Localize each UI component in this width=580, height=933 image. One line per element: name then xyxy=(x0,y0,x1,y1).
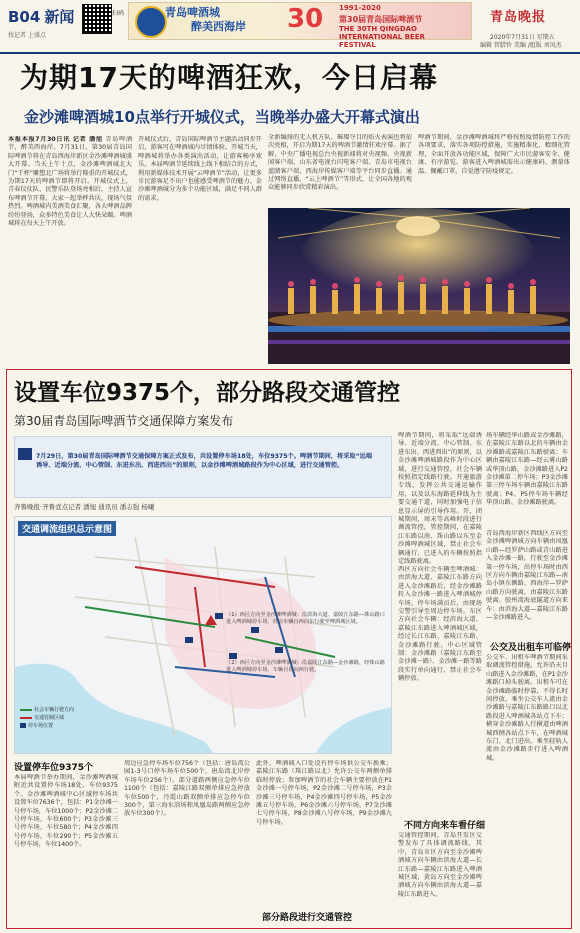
map-callout-east: （2）西区方向至金沙滩啤酒城：沿嘉陵江东路—金沙滩路，经珠山路进入啤酒城停车场，车辆自东向西行驶。 xyxy=(226,660,385,673)
map-title: 交通调流组织总示意图 xyxy=(18,521,116,536)
traffic-text-col-2: 西区方向社会车辆至啤酒城：由滨海大道、嘉陵江东路方向进入金沙滩路后，经金沙滩路转入金沙滩一路进入啤酒城停车场，停车场满员后，由现场交警引导至周边停车场。东区方向社会车辆：经滨海大道、嘉陵江东路进入啤酒城区域，经过长江东路、嘉陵江东路、金沙滩路行驶。中心区域管制：金沙滩路（嘉陵江东路至金沙滩一路）、金沙滩一路等路段实行单向通行，禁止社会车辆停放。 xyxy=(398,566,482,683)
banner-years: 1991-2020 xyxy=(339,4,381,12)
story1-column-3: 全新编排的无人机方队、璀璨夺目的焰火表演也将依次亮相，开启为期17天的啤酒节激情狂欢序幕。据了解，中央广播电视总台央视新闻将对央视频、央视新闻客户端、山东省电视台闪电客户端、青岛市电视台蓝睛客户端、西海岸传媒客户端等平台同步直播。通过网络直播、“云上啤酒节”等形式，让全国各地的观众能够同步欣赏精彩演出。 xyxy=(268,134,412,192)
banner-title-cn: 第30届青岛国际啤酒节 xyxy=(339,15,423,24)
map-callout-west: （1）西区方向至金沙滩啤酒城：沿滨海大道、嘉陵江东路—珠山路口进入啤酒城停车场，社会车辆自西向东行驶至啤酒城区域。 xyxy=(226,612,385,625)
banner-slogan: 青岛啤酒城 醉美西海岸 xyxy=(165,6,246,33)
traffic-diversion-map xyxy=(14,516,392,754)
map-legend-item: 交通管制区域 xyxy=(20,714,64,721)
banner-anniversary-number: 30 xyxy=(287,4,324,34)
page-number: B04 新闻 xyxy=(8,8,75,26)
story2-subhead: 第30届青岛国际啤酒节交通保障方案发布 xyxy=(14,414,234,428)
direction-subheading: 不同方向来车看仔细 xyxy=(404,821,486,831)
editor-line: 找记者 上盛点 xyxy=(8,32,46,39)
festival-emblem-icon xyxy=(135,6,167,38)
parking-text-3: 此外，啤酒城入口处设有停车场供公交车换乘；嘉陵江东路（珠江路以北）允许公交车两侧单排临时停放；参加啤酒节的社会车辆主要停放在P1金沙滩一号停车场，P2金沙滩二号停车场，P3金沙滩三号停车场，P4金沙滩四号停车场，P5金沙滩五号停车场，P6金沙滩六号停车场，P7金沙滩七号停车场，P8金沙滩八号停车场，P9金沙滩九号停车场。 xyxy=(256,760,392,826)
parking-text-1: 本届啤酒节举办期间，金沙滩啤酒城附近共设置停车场18处，车位9375个。金沙滩啤酒城中心区域停车场共设置车位7636个，包括：P1金沙滩一号停车场，车位1000个；P2金沙滩二号停车场，车位600个；P3金沙滩三号停车场，车位580个；P4金沙滩四号停车场，车位290个；P5金沙滩五号停车场，车位1400个。 xyxy=(14,774,118,849)
map-legend-item: 社会车辆行驶方向 xyxy=(20,706,74,713)
traffic-text-col-4: 青岛西海岸新区西线区方向至金沙滩啤酒城方向车辆由凤凰山路—经罗萨山路或青山路进入金沙滩一路，行驶至金沙滩第一停车场，出停车场时由西区方向车辆由嘉陵江东路—南岛小镇东侧路、西海岸—罗萨山路方向驶离，由嘉陵江东路驶离。胶州湾海底隧道方向来车：由滨海大道—嘉陵江东路—金沙滩路进入。 xyxy=(486,530,568,622)
quote-mark-icon xyxy=(18,448,32,460)
story1-column-1 xyxy=(8,136,132,364)
qr-label: 扫码 xyxy=(112,10,125,17)
masthead-rule xyxy=(0,52,580,54)
issue-date: 2020年7月31日 星期五 xyxy=(490,34,555,41)
banner-title-en: THE 30TH QINGDAO INTERNATIONAL BEER FESTIVAL xyxy=(339,25,425,49)
traffic-text-col-1: 啤酒节期间，将采取“远端诱导、近端分流、中心管制、东进东出、西进西出”的原则，以金沙滩啤酒城路段作为中心区域，进行交通管控，社会车辆按照指定线路行驶。开通旅游专线，发挥公共交通运输作用，以及以东海路延伸线为主要交通干道，同时加强电子信息显示屏的引导作用。开、闭城期间，周末等高峰时段进行调流管控，管控期间，在嘉陵江东路以南、珠山路以东至金沙滩啤酒城区域，禁止社会车辆通行，已进入的车辆按照指定线路驶离。 xyxy=(398,432,482,566)
story1-byline: 本报本报7月30日讯 记者 潘旭 xyxy=(8,136,103,143)
story2-lead-text: 7月29日，第30届青岛国际啤酒节交通保障方案正式发布，共设置停车场18处，车位9375个。啤酒节期间，将采取“远端诱导、近端分流、中心管制、东进东出、西进西出”的原则，以金沙滩啤酒城路段作为中心区域，进行交通管控。 xyxy=(36,453,373,469)
editor-credits: 编辑 管腊铃 美编 /组版 刘凤杰 xyxy=(480,42,562,49)
control-subheading: 部分路段进行交通管控 xyxy=(262,913,353,923)
story2-headline: 设置车位9375个，部分路段交通管控 xyxy=(14,380,401,406)
stage-performance-photo xyxy=(268,208,570,364)
bus-taxi-text: 公交车、出租车啤酒节期间采取调流管控措施，允许沿天目山路进入金沙滩路，在P1金沙滩路口掉头驶离。出租车可在金沙滩路临时停靠，不得长时间停放。乘坐公交车人流由金沙滩路与嘉陵江东路路口以北路段进入啤酒城各站点下车；横穿金沙滩路人行横道由啤酒城西侧各站点下车，在啤酒城东门、北门进出。乘坐轻轨人流由金沙滩路步行进入啤酒城。 xyxy=(486,654,568,762)
story2-byline: 齐鲁晚报·齐鲁壹点记者 潘旭 通讯员 潘志强 杨曦 xyxy=(14,503,155,511)
story1-headline: 为期17天的啤酒狂欢，今日启幕 xyxy=(20,61,438,94)
traffic-text-col-3: 场车辆经华山路或金沙滩路，在嘉陵江东路以北的车辆由金沙滩路或嘉陵江东路驶离；车辆由嘉陵江东路—经云雾山路或华顶山路，金沙滩路进入P2金沙滩第二停车场；P3金沙滩第三停车场车辆由嘉陵江东路驶离；P4、P5停车场车辆经华顶山路、金沙滩路驶离。 xyxy=(486,432,568,507)
parking-text-2: 周边应急停车场车位756个（包括：唐岛湾公园1-3号口停车场车位500个，唐岛湾北岸停车场车位256个）。部分道路两侧应急停车位1100个（包括：嘉陵江路双侧单排应急停放车位500个，丹霞山路双侧单排应急停车位300个，第三海水浴场和凤凰岛路两侧应急停放车位300个）。 xyxy=(124,760,250,818)
story1-subhead: 金沙滩啤酒城10点举行开城仪式，当晚举办盛大开幕式演出 xyxy=(24,108,420,126)
story1-column-2: 开城仪式后，青岛国际啤酒节主题活动同步开启，游客可在啤酒城内尽情体验。开城当天，啤酒城将举办各类演出活动，让游客畅享欢乐。本届啤酒节延续线上线下相结合的方式，利用新媒体技术开展“云啤酒节”活动，让更多市民游客足不出户也能感受啤酒节的魅力。金沙滩啤酒城分为多个功能区域，满足不同人群的需求。 xyxy=(138,136,262,202)
section-name: 新闻 xyxy=(44,8,75,26)
bus-taxi-subheading: 公交及出租车可临停 xyxy=(490,643,572,653)
festival-banner xyxy=(128,2,472,49)
story1-column-1-text: 青岛啤酒节，醉美西海岸。7月31日，第30届青岛国际啤酒节将在青岛西海岸新区金沙滩啤酒城盛大开幕。当天上午十点，金沙滩啤酒城北大门“干杯”雕塑北广场将举行隆重的开城仪式，为期17天的啤酒节即将开启。开城仪式上，青春仪仗队、民警乐队登场亮相后，主持人宣布啤酒节开幕，大家一起举杯共庆，现场气氛热烈。啤酒城内美酒美食汇聚，各大啤酒品牌纷纷登场，众多特色美食让人大快朵颐。啤酒城将在每天上午开放。 xyxy=(8,136,132,228)
newspaper-logo: 青岛晚报 xyxy=(490,10,547,25)
map-legend-item: 停车场位置 xyxy=(20,722,53,729)
qr-code-icon xyxy=(82,4,112,34)
direction-text: 交通管控期间，青岛开发区交警发布了具体调流路线，其中，青岛市区方向至金沙滩啤酒城方向车辆由滨海大道—长江东路—嘉陵江东路进入啤酒城区域，黄岛方向至金沙滩啤酒城方向车辆由滨海大道—嘉陵江东路进入。 xyxy=(398,832,482,898)
parking-subheading: 设置停车位9375个 xyxy=(14,763,94,773)
story1-column-4: 啤酒节期间，金沙滩啤酒城将严格按照疫情防控工作的各项要求，落实各项防控措施，实施精准化、精细化管理，全面开放各功能区域，保障广大市民游客安全、健康、有序游览。游客进入啤酒城需出示健康码、测量体温、佩戴口罩，自觉遵守防疫规定。 xyxy=(418,134,570,175)
